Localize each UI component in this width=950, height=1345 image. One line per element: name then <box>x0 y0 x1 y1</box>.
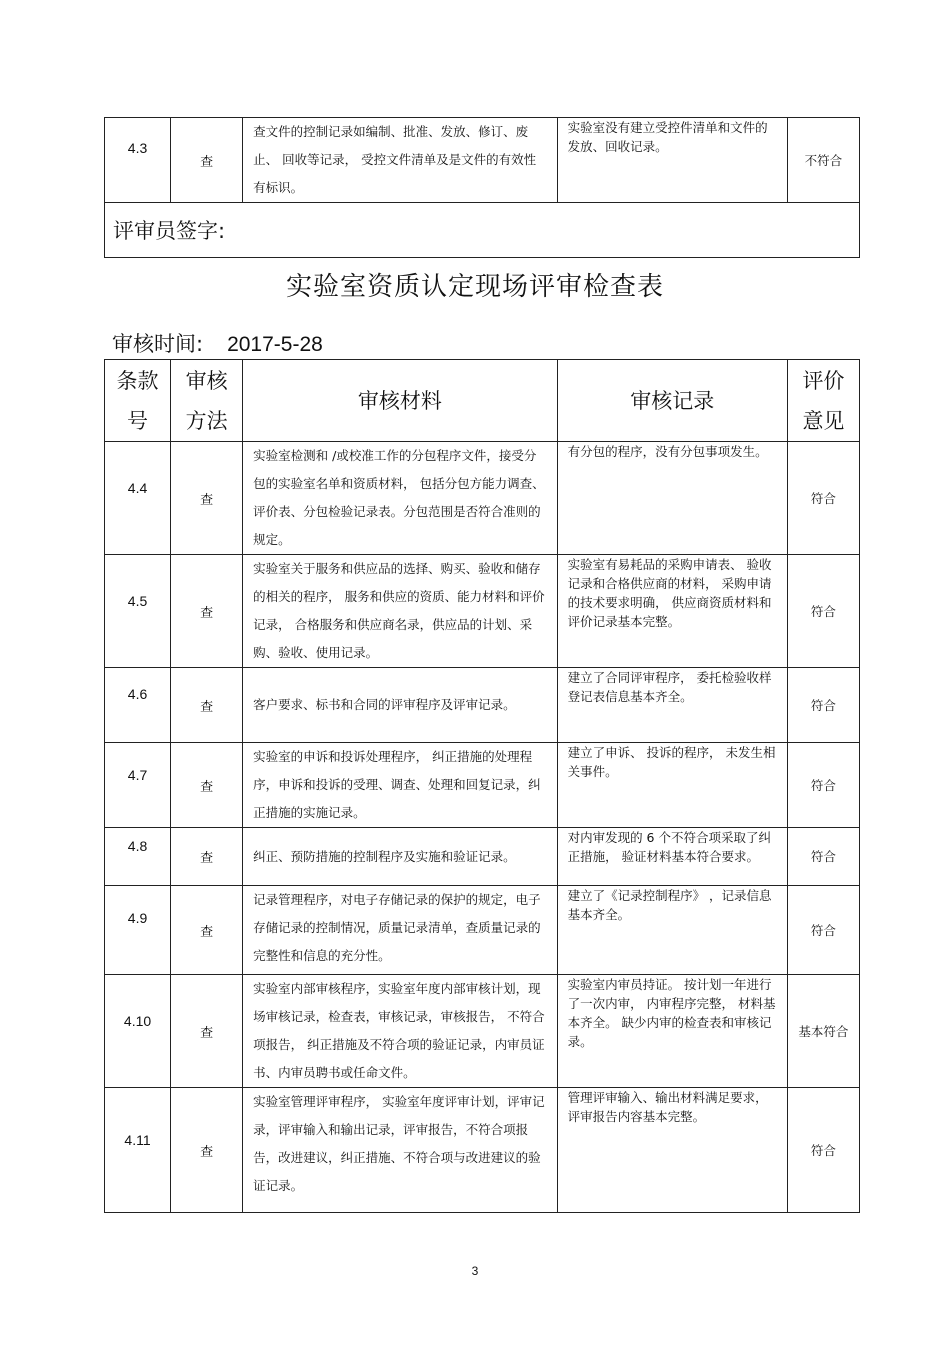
header-verdict: 评价意见 <box>787 360 859 442</box>
audit-record: 对内审发现的 6 个不符合项采取了纠正措施， 验证材料基本符合要求。 <box>557 828 787 886</box>
audit-time-label: 审核时间: <box>112 332 204 356</box>
audit-material: 客户要求、标书和合同的评审程序及评审记录。 <box>243 668 557 743</box>
table-header-row <box>105 360 860 442</box>
verdict: 符合 <box>787 743 859 828</box>
audit-record: 建立了合同评审程序， 委托检验收样登记表信息基本齐全。 <box>557 668 787 743</box>
table-row <box>105 555 860 668</box>
clause-number: 4.8 <box>105 828 171 886</box>
verdict: 符合 <box>787 555 859 668</box>
audit-method: 查 <box>171 442 243 555</box>
verdict: 符合 <box>787 1088 859 1213</box>
header-material: 审核材料 <box>243 360 557 442</box>
clause-number: 4.7 <box>105 743 171 828</box>
table-row <box>105 118 860 203</box>
header-method: 审核方法 <box>171 360 243 442</box>
verdict: 符合 <box>787 828 859 886</box>
header-record: 审核记录 <box>557 360 787 442</box>
audit-record: 管理评审输入、输出材料满足要求，评审报告内容基本完整。 <box>557 1088 787 1213</box>
table-row <box>105 1088 860 1213</box>
top-table <box>104 117 860 258</box>
clause-number: 4.6 <box>105 668 171 743</box>
audit-material: 查文件的控制记录如编制、批准、发放、修订、废止、 回收等记录， 受控文件清单及是文件的有效性有标识。 <box>243 118 557 203</box>
audit-method: 查 <box>171 828 243 886</box>
clause-number: 4.3 <box>105 118 171 203</box>
table-row <box>105 828 860 886</box>
verdict: 符合 <box>787 886 859 975</box>
audit-method: 查 <box>171 886 243 975</box>
clause-number: 4.5 <box>105 555 171 668</box>
clause-number: 4.11 <box>105 1088 171 1213</box>
verdict: 符合 <box>787 668 859 743</box>
table-row <box>105 975 860 1088</box>
audit-method: 查 <box>171 1088 243 1213</box>
review-checklist-table <box>104 359 860 1213</box>
audit-material: 实验室内部审核程序，实验室年度内部审核计划，现场审核记录，检查表，审核记录，审核报告， 不符合项报告， 纠正措施及不符合项的验证记录，内审员证书、内审员聘书或任命文件。 <box>243 975 557 1088</box>
clause-number: 4.9 <box>105 886 171 975</box>
audit-record: 建立了申诉、 投诉的程序， 未发生相关事件。 <box>557 743 787 828</box>
clause-number: 4.4 <box>105 442 171 555</box>
verdict: 基本符合 <box>787 975 859 1088</box>
audit-record: 实验室内审员持证。 按计划一年进行了一次内审， 内审程序完整， 材料基本齐全。 缺少内审的检查表和审核记录。 <box>557 975 787 1088</box>
reviewer-signature-label: 评审员签字: <box>105 203 860 258</box>
verdict: 符合 <box>787 442 859 555</box>
audit-method: 查 <box>171 555 243 668</box>
table-row <box>105 442 860 555</box>
audit-material: 实验室关于服务和供应品的选择、购买、验收和储存的相关的程序， 服务和供应的资质、能力材料和评价记录， 合格服务和供应商名录，供应品的计划、采购、验收、使用记录。 <box>243 555 557 668</box>
audit-method: 查 <box>171 975 243 1088</box>
audit-method: 查 <box>171 668 243 743</box>
audit-material: 纠正、预防措施的控制程序及实施和验证记录。 <box>243 828 557 886</box>
audit-record: 实验室有易耗品的采购申请表、 验收记录和合格供应商的材料， 采购申请的技术要求明确， 供应商资质材料和评价记录基本完整。 <box>557 555 787 668</box>
audit-material: 记录管理程序，对电子存储记录的保护的规定，电子存储记录的控制情况，质量记录清单，查质量记录的完整性和信息的充分性。 <box>243 886 557 975</box>
audit-material: 实验室检测和 /或校准工作的分包程序文件，接受分包的实验室名单和资质材料， 包括分包方能力调查、评价表、分包检验记录表。分包范围是否符合准则的规定。 <box>243 442 557 555</box>
table-row <box>105 886 860 975</box>
audit-time-value: 2017-5-28 <box>227 333 323 356</box>
signature-row <box>105 203 860 258</box>
audit-record: 有分包的程序，没有分包事项发生。 <box>557 442 787 555</box>
page-number: 3 <box>471 1264 479 1278</box>
clause-number: 4.10 <box>105 975 171 1088</box>
audit-material: 实验室管理评审程序， 实验室年度评审计划，评审记录，评审输入和输出记录，评审报告，不符合项报告，改进建议，纠正措施、不符合项与改进建议的验证记录。 <box>243 1088 557 1213</box>
audit-method: 查 <box>171 118 243 203</box>
header-clause: 条款号 <box>105 360 171 442</box>
audit-time <box>112 328 323 358</box>
table-row <box>105 668 860 743</box>
audit-material: 实验室的申诉和投诉处理程序， 纠正措施的处理程序，申诉和投诉的受理、调查、处理和回复记录，纠正措施的实施记录。 <box>243 743 557 828</box>
page-title: 实验室资质认定现场评审检查表 <box>285 272 664 302</box>
audit-record: 实验室没有建立受控件清单和文件的发放、回收记录。 <box>557 118 787 203</box>
audit-record: 建立了《记录控制程序》 ，记录信息基本齐全。 <box>557 886 787 975</box>
audit-method: 查 <box>171 743 243 828</box>
verdict: 不符合 <box>787 118 859 203</box>
table-row <box>105 743 860 828</box>
